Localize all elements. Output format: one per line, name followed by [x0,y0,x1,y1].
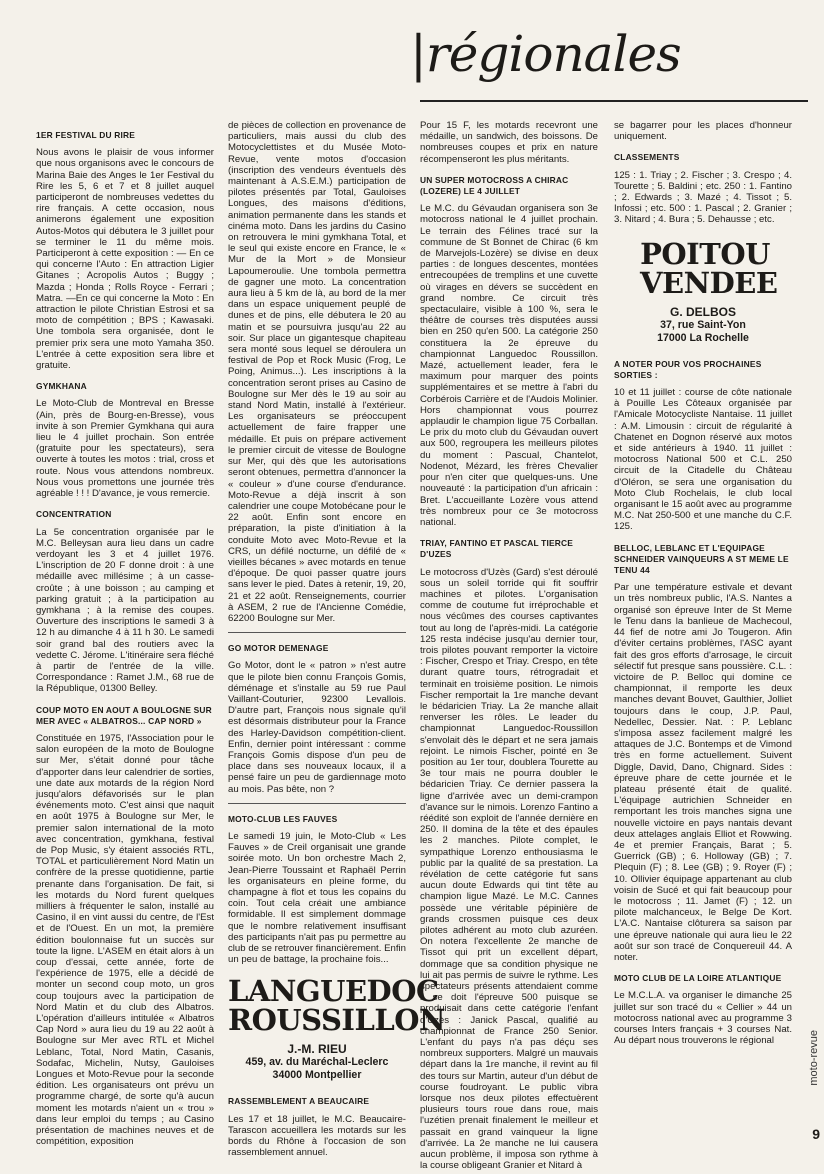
coup-moto-heading: COUP MOTO EN AOUT A BOULOGNE SUR MER AVEC « ALBATROS... CAP NORD » [36,704,212,726]
coup-moto-continued: de pièces de collection en provenance de particuliers, mais aussi du club des Motocyclettistes et du Musée Moto-Revue, vente motos d'occasion (inscription des vendeurs éventuels dès maintenant à A.S.E.M.) participation de pilotes présentés par Total, Gauloises Longues, des maisons d'éditions, animation permanente dans les stands et cinéma moto. Dans les jardins du Casino on retrouvera le mini gymkhana Total, et le seul qui existe encore en France, le « Mur de la Mort » de Monsieur Lapoumeroulie. Une tombola permettra de gagner une moto. La concentration aura lieu à 5 km de là, au bord de la mer dans un espace uniquement peuplé de dunes et de pins, elle débutera le 20 au matin et se poursuivra jusqu'au 22 au soir. Sur place un gigantesque chapiteau sera monté sous lequel se déroulera un festival de Pop et Rock Music (Frog, Le Poing, Animus...). Les inscriptions à la concentration seront prises au Casino de Boulogne sur Mer dès le 19 au soir au stand Nord Matin, installé à l'extérieur. Les organisateurs se préoccupent actuellement de faire frapper une médaille. Et puis on prépare activement le premier circuit de vitesse de Boulogne sur Mer, qui dès que les autorisations seront obtenues, permettra d'annoncer la « couleur » d'une course d'endurance. Moto-Revue a déjà inscrit à son calendrier une coupe Motobécane pour le 22 août. Enfin sont encore en préparation, la piste d'initiation à la conduite Moto avec Moto-Revue et la CRS, un défilé nocturne, un défilé de « vieilles bécanes » avec motards en tenue d'époque. De quoi passer quatre jours sans lever le pied. Dates à retenir, 19, 20, 21 et 22 août. Renseignements, courrier à ASEM, 2 rue de l'Ancienne Comédie, 62200 Boulogne sur Mer. [228,120,406,624]
triay-text: Le motocross d'Uzès (Gard) s'est déroulé sous un soleil torride qui fit souffrir machines et pilotes. L'organisation comme de coutume fut irréprochable et nous vécûmes des courses captivantes tout au long de l'après-midi. La catégorie 125 resta indécise jusqu'au dernier tour, trois pilotes pouvant remporter la victoire : Fischer, Crespo et Triay. Crespo, en tête durant quatre tours, rétrogradait et terminait en troisième position. Le nimois Fischer remportait la 1re manche devant le bédaricien Triay. La 2e manche allait renverser les rôles. Le leader du championnat Languedoc-Roussillon s'envolait dès le départ et ne sera jamais rejoint. Le nimois Fischer, pointé en 3e position au 1er tour, doublera Tourette au 3e tour mais ne pourra doubler le bédaricien Triay. Ce dernier passera la ligne d'arrivée avec un demi-crampon d'avance sur le nimois. Lorenzo Fantino a réédité son exploit de l'année dernière en 250. Il domina de la tête et des épaules les 2 manches. Pilote complet, le sympathique Lorenzo enthousiasma le public par la qualité de sa prestation. La révélation de cette catégorie fut sans aucun doute Edwards qui tint tête au champion ligue Mazé. Le M.C. Cannes possède une véritable pépinière de grands crossmen puisque ces deux pilotes adhérent au moto club azuréen. On notera l'excellente 2e manche de Tissot qui prit un excellent départ, dommage que sa condition physique ne lui ait pas permis de suivre le rythme. Les spectateurs présents attendaient comme il se doit l'épreuve 500 puisque se produisait dans cette catégorie l'enfant d'Uzès : Janick Pascal, qualifié au championnat de France 250 Senior. L'enfant du pays n'a pas déçu ses nombreux supporters. Malgré un mauvais départ dans la 1re manche, il revint au fil des tours sur Martin, auteur d'un début de course foudroyant. Le public vibra lorsque nos deux pilotes effectuèrent plusieurs tours roue dans roue, mais l'uzétien prenait finalement le meilleur et passait en grand vainqueur la ligne d'arrivée. La 2e manche ne lui causera aucun problème, il imposa son rythme à la course obligeant Granier et Nitard à [420,566,598,1172]
column-4 [614,120,792,1049]
gomotor-heading: GO MOTOR DEMENAGE [228,643,329,654]
divider [228,632,406,633]
triay-continued: se bagarrer pour les places d'honneur uniquement. [614,120,792,143]
column-1 [36,120,214,1150]
section-title: |régionales [410,25,681,83]
belloc-text: Par une température estivale et devant un très nombreux public, l'A.S. Nantes a organisé son épreuve Inter de St Meme le Tenu dans la banlieue de Machecoul, 44 fief de notre ami Jo Tougeron. Afin d'éviter certains problèmes, l'ASC ayant fait des gros efforts d'arrosage, le circuit sélectif fut presque sans poussière. C.L. : victoire de P. Belloc qui domine ce championnat, il remporte les deux manches devant Bouvet, Gaulthier, Jolliet toujours dans le coup, J.P. Paul, Nedellec, Dessier. Nat. : P. Leblanc s'imposa assez facilement malgré les attaques de J.C. Bontemps et de Vimond très en forme actuellement. Suivent Diggle, David, Dano, Chignard. Sides : épreuve phare de cette journée et le plateau présenté était de qualité. L'équipage autrichien Schneider en remportant les trois manches signa une nouvelle victoire en pays nantais devant deux attelages anglais Elliot et Rowwing. 4e et premier Français, Barat ; 5. Guerrick (GB) ; 6. Holloway (GB) ; 7. Plequin (F) ; 8. Lee (GB) ; 9. Royer (F) ; 10. Ollivier équipage appartenant au club voisin de Sucé et qui fait beaucoup pour le motocross ; 11. Jamet (F) ; 12. un pilote malchanceux, le Belge De Kort. L'A.C. Nantaise clôturera sa saison par une épreuve nationale qui aura lieu le 22 août sur son tracé de Conquereuil 44. A noter. [614,582,792,963]
correspondent-address [614,306,792,345]
gymkhana-text: Le Moto-Club de Montreval en Bresse (Ain, près de Bourg-en-Bresse), vous invite à son Premier Gymkhana qui aura lieu le 4 juillet prochain. Son entrée (gratuite pour les spectateurs), sera ouverte à toutes les motos : trial, cross et route. Nous vous attendons nombreux. Nous vous promettons une journée très agréable ! ! ! D'avance, je vous remercie. [36,398,214,500]
column-2 [228,120,446,1161]
sorties-heading: A NOTER POUR VOS PROCHAINES SORTIES : [614,358,762,380]
festival-heading: 1ER FESTIVAL DU RIRE [36,130,136,140]
beaucaire-text: Les 17 et 18 juillet, le M.C. Beaucaire-Tarascon accueillera les motards sur les bords du Rhône à l'occasion de son rassemblement annuel. [228,1113,406,1159]
correspondent-city: 17000 La Rochelle [657,331,749,344]
region-title-languedoc: LANGUEDOC ROUSSILLON [228,974,446,1038]
classements-text: 125 : 1. Triay ; 2. Fischer ; 3. Crespo ; 4. Tourette ; 5. Baldini ; etc. 250 : 1. Fantino ; 2. Edwards ; 3. Mazé ; 4. Tissot ; 5. Infossi ; etc. 500 : 1. Pascal ; 2. Granier ; 3. Nitard ; 4. Bura ; 5. Dehausse ; etc. [614,169,792,226]
masthead-rule [420,100,808,102]
classements-heading: CLASSEMENTS [614,152,680,163]
correspondent-name: G. DELBOS [669,304,736,319]
divider [228,803,406,804]
page-number: 9 [812,1126,820,1142]
concentration-heading: CONCENTRATION [36,509,112,520]
coup-moto-text: Constituée en 1975, l'Association pour le salon européen de la moto de Boulogne sur Mer, s'était donné pour tâche d'apporter dans leur calendrier de sorties, une date aux motards de la région Nord jusqu'alors défavorisés sur le plan événements moto. C'est ainsi que naquit en août 1975 à Boulogne sur Mer, le premier salon international de la moto avec concentration, gymkhana, festival de Pop Music, s'y étaient associés RTL, TOTAL et particulièrement Nord Matin un confrère de la presse quotidienne, partie prenante dans l'organisation. De fait, si les motards du Nord furent quelques milliers à fréquenter le salon, installé au Casino, il en vint aussi du centre, de l'Est et de l'Ouest. En un mot, la première édition boulonnaise fut un succès sur toute la ligne. L'ASEM en était alors à un coup d'essai, cette année, forte de l'expérience de 1975, elle a décidé de monter un second coup moto, un gros coup toujours avec la participation de Nord Matin et du club des Albatros. L'opération d'ailleurs intitulée « Albatros Cap Nord » aura lieu du 19 au 22 août à Boulogne sur Mer avec RTL et Michel Leblanc, Total, Nord Matin, Casanis, Sodafac, Michelin, Nutsy, Gauloises Longues et Moto-Revue pour la seconde édition. Les organisateurs ont prévu un programme chargé, de sorte qu'à aucun moment les motards n'aient un « trou » dans leur emploi du temps ; au Casino présentation de machines neuves et de compétition, exposition [36,732,214,1148]
chirac-text: Le M.C. du Gévaudan organisera son 3e motocross national le 4 juillet prochain. Le terrain des Félines tracé sur la commune de St Bonnet de Chirac (6 km de Marvejols-Lozère) se divise en deux parties : de longues descentes, montées entrecoupées de tremplins et une cuvette où virages en dévers se succèdent en grand nombre. Ce circuit très spectaculaire, visible à 100 %, sera le théâtre de courses très disputées aussi bien en 250 qu'en 500. La catégorie 250 constituera la 2e épreuve du championnat Languedoc Roussillon. Mazé, actuellement leader, fera le maximum pour marquer des points supplémentaires et se mettre à l'abri du Corbérois Carrière et de l'Audois Molinier. Hors championnat vous pourrez applaudir le champion ligue 75 Corballan. Le prix du moto club du Gévaudan ouvert aux 500, regroupera les meilleurs pilotes du moment : Pascual, Chantelot, Nodenot, Mézard, les frères Chevalier pour n'en citer que quelques-uns. Une nouveauté : la participation d'un africain : Bret. L'accueillante Lozère vous attend très nombreux pour ce 3e motocross national. [420,203,598,528]
correspondent-name: J.-M. RIEU [287,1042,347,1057]
gymkhana-heading: GYMKHANA [36,381,87,392]
correspondent-street: 459, av. du Maréchal-Leclerc [245,1056,389,1069]
column-3 [420,120,598,1174]
correspondent-street: 37, rue Saint-Yon [660,318,746,331]
fauves-heading: MOTO-CLUB LES FAUVES [228,813,338,824]
correspondent-address [228,1043,406,1082]
concentration-text: La 5e concentration organisée par le M.C. Belleysan aura lieu dans un cadre verdoyant les 3 et 4 juillet 1976. L'inscription de 20 F donne droit : à une médaille avec millésime ; à un casse-croûte ; à une boisson ; au camping et parking gratuit ; à la participation au gymkhana ; à la remise des coupes. Ouverture des inscriptions le samedi 3 à 12 h au dimanche 4 à 11 h 30. Le samedi soir grand bal des routiers avec la vedette C. Jérome. L'itinéraire sera fléché à partir de l'entrée de la ville. Correspondance : Ramet J.M., 68 rue de la République, 01300 Belley. [36,526,214,695]
beaucaire-heading: RASSEMBLEMENT A BEAUCAIRE [228,1096,370,1107]
fauves-text: Le samedi 19 juin, le Moto-Club « Les Fauves » de Creil organisait une grande soirée moto. Un bon orchestre Mach 2, Jean-Pierre Toussaint et Raphaël Perrin les organisateurs en pleine forme, du champagne à flot et tous les copains du coin. Tout cela créait une ambiance formidable. Il est simplement dommage que le nombre relativement insuffisant des participants n'ait pas pu permettre au club de se retrouver financièrement. Enfin un peu de battage, la prochaine fois... [228,830,406,966]
festival-text: Nous avons le plaisir de vous informer que nous organisons avec le concours de Marina Baie des Anges le 1er Festival du Rire les 5, 6 et 7 et 8 juillet auquel participeront de nombreuses vedettes du rire français. A cette occasion, nous animerons également une exposition Autos-Motos qui débutera le 3 juillet pour se terminer le 11 du même mois. Participeront à cette exposition : — En ce qui concerne l'Auto : En attraction Ligier Gitanes ; Acropolis Autos ; Buggy ; Mazda ; Honda ; Rolls Royce - Ferrari ; Matra. —En ce qui concerne la Moto : En attraction le pilote Christian Estrosi et sa moto de compétition ; BPS ; Kawasaki. Une tombola sera organisée, dont le premier prix sera une moto Yamaha 350. L'entrée à cette exposition sera libre et gratuite. [36,147,214,372]
correspondent-city: 34000 Montpellier [272,1069,362,1082]
loire-heading: MOTO CLUB DE LA LOIRE ATLANTIQUE [614,973,782,984]
sorties-text: 10 et 11 juillet : course de côte nationale à Pouille Les Côteaux organisée par l'Amicale Motocycliste Nantaise. 11 juillet : A.M. Limousin : circuit de régularité à Chatenet en Dognon réservé aux motos et side antérieurs à 1940. 11 juillet : motocross National 500 et C.L. 250 circuit de la Citadelle du Château d'Oléron, se sera une organisation du Moto Club Rochelais, le club local organisant le 15 août avec au programme M.C. Nat 250-500 et une manche du C.F. 125. [614,387,792,533]
triay-heading: TRIAY, FANTINO ET PASCAL TIERCE D'UZES [420,538,574,560]
region-title-poitou: POITOU VENDEE [640,236,778,300]
magazine-name: moto-revue [808,1030,820,1086]
belloc-heading: BELLOC, LEBLANC ET L'EQUIPAGE SCHNEIDER VAINQUEURS A ST MEME LE TENU 44 [614,542,789,576]
loire-text: Le M.C.L.A. va organiser le dimanche 25 juillet sur son tracé du « Cellier » 44 un motocross national avec au programme 3 courses Inters français + 3 courses Nat. Au départ nous trouverons le régional [614,990,792,1047]
gomotor-text: Go Motor, dont le « patron » n'est autre que le pilote bien connu François Gomis, déménage et s'installe au 59 rue Paul Vaillant-Couturier, 92300 Levallois. D'autre part, François nous signale qu'il est désormais distributeur pour la France des Harley-Davidson compétition-client. Enfin, dernier point intéressant : comme François Gomis dispose d'un peu de place dans ses nouveaux locaux, il a pensé faire un peu de gardiennage moto au mois. Pas bête, non ? [228,660,406,795]
beaucaire-continued: Pour 15 F, les motards recevront une médaille, un sandwich, des boissons. De nombreuses coupes et prix en nature récompenseront les plus méritants. [420,120,598,165]
chirac-heading: UN SUPER MOTOCROSS A CHIRAC (LOZERE) LE 4 JUILLET [420,174,569,197]
